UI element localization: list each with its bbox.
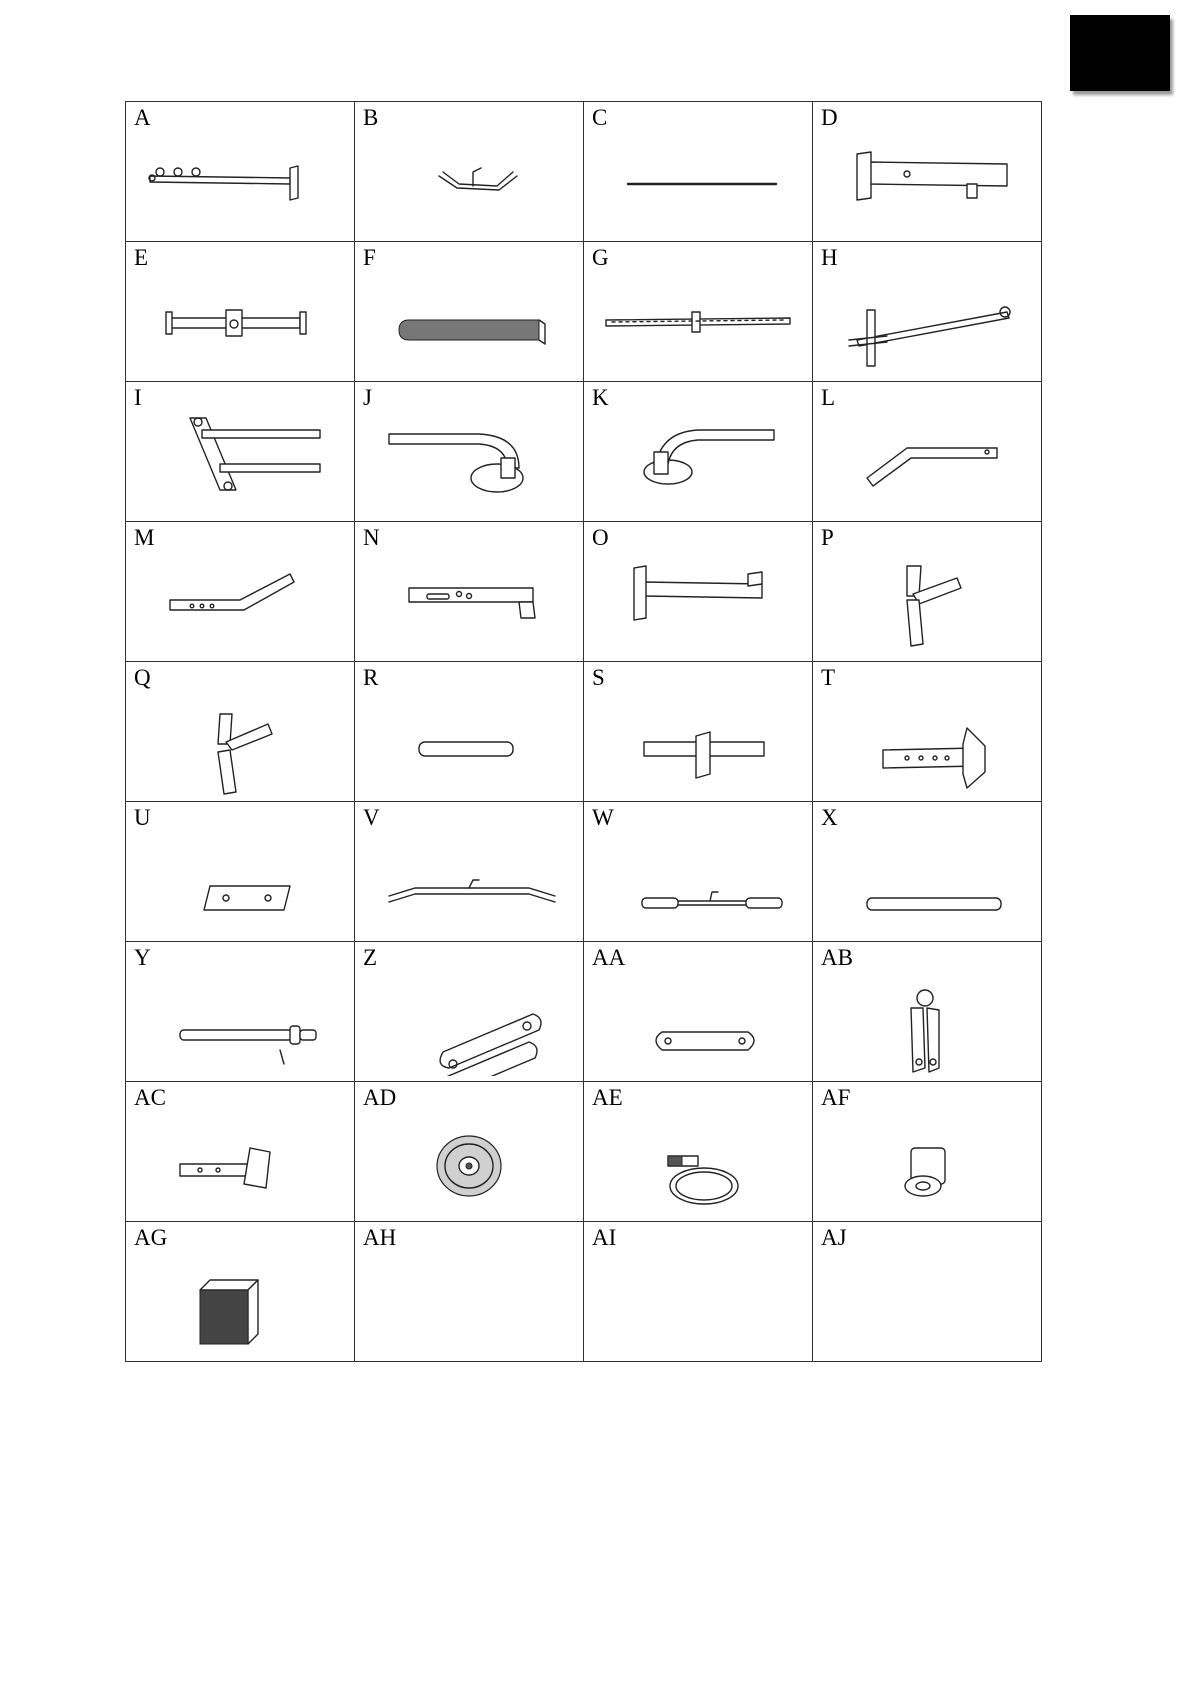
parts-row xyxy=(126,242,1042,382)
part-cell xyxy=(126,942,355,1082)
y-handle-mirrored-icon xyxy=(140,688,340,796)
tube-with-end-plate-icon xyxy=(827,688,1027,796)
part-label: AF xyxy=(821,1085,851,1110)
part-cell xyxy=(584,102,813,242)
part-cell xyxy=(126,662,355,802)
part-cell xyxy=(584,662,813,802)
part-label: W xyxy=(592,805,614,830)
part-cell xyxy=(813,942,1042,1082)
thin-rod-icon xyxy=(598,128,798,236)
part-label: A xyxy=(134,105,151,130)
part-label: E xyxy=(134,245,149,270)
parts-row xyxy=(126,802,1042,942)
part-label: O xyxy=(592,525,609,550)
part-cell xyxy=(355,102,584,242)
part-label: K xyxy=(592,385,609,410)
part-label: J xyxy=(363,385,372,410)
part-cell xyxy=(355,662,584,802)
page-tab-marker xyxy=(1070,15,1170,91)
part-cell xyxy=(126,1222,355,1362)
part-cell xyxy=(126,382,355,522)
double-bar-frame-icon xyxy=(140,408,340,516)
part-label: D xyxy=(821,105,838,130)
part-cell xyxy=(813,662,1042,802)
disc-with-bracket-icon xyxy=(598,1108,798,1216)
foam-pad-block-icon xyxy=(140,1248,340,1356)
part-label: AI xyxy=(592,1225,617,1250)
bushing-icon xyxy=(827,1108,1027,1216)
parts-row xyxy=(126,522,1042,662)
part-cell xyxy=(126,1082,355,1222)
mount-bracket-tube-icon xyxy=(827,128,1027,236)
mesh-cover-icon xyxy=(369,268,569,376)
part-cell xyxy=(355,802,584,942)
part-label: S xyxy=(592,665,605,690)
parts-row xyxy=(126,1222,1042,1362)
part-label: R xyxy=(363,665,379,690)
part-label: AC xyxy=(134,1085,166,1110)
bent-tube-holes-icon xyxy=(140,548,340,656)
part-cell xyxy=(584,1082,813,1222)
part-label: AA xyxy=(592,945,626,970)
part-label: Y xyxy=(134,945,151,970)
part-cell xyxy=(355,242,584,382)
lat-bar-icon xyxy=(369,828,569,936)
connector-plate-icon xyxy=(598,968,798,1076)
flat-plate-icon xyxy=(140,828,340,936)
part-label: AG xyxy=(134,1225,168,1250)
curved-handle-bar-icon xyxy=(369,128,569,236)
part-cell xyxy=(813,522,1042,662)
part-label: M xyxy=(134,525,155,550)
part-cell xyxy=(584,382,813,522)
short-round-tube-icon xyxy=(369,688,569,796)
part-label: AD xyxy=(363,1085,397,1110)
part-cell xyxy=(126,102,355,242)
part-cell xyxy=(126,522,355,662)
angled-frame-tube-icon xyxy=(827,268,1027,376)
parts-row xyxy=(126,382,1042,522)
part-label: AE xyxy=(592,1085,623,1110)
long-frame-tube-icon xyxy=(140,128,340,236)
part-label: AH xyxy=(363,1225,397,1250)
part-cell xyxy=(813,1082,1042,1222)
part-cell xyxy=(584,802,813,942)
part-label: I xyxy=(134,385,142,410)
part-cell xyxy=(584,522,813,662)
part-cell xyxy=(126,242,355,382)
cross-tube-with-sleeve-icon xyxy=(140,268,340,376)
straight-bar-grips-icon xyxy=(598,828,798,936)
slotted-tube-bracket-icon xyxy=(369,548,569,656)
part-label: C xyxy=(592,105,608,130)
pulley-wheel-icon xyxy=(369,1108,569,1216)
part-cell xyxy=(813,242,1042,382)
part-cell xyxy=(584,242,813,382)
part-cell xyxy=(355,522,584,662)
part-label: L xyxy=(821,385,836,410)
part-cell xyxy=(584,942,813,1082)
weight-pin-rod-icon xyxy=(140,968,340,1076)
tube-with-plates-icon xyxy=(598,548,798,656)
part-label: P xyxy=(821,525,834,550)
y-handle-icon xyxy=(827,548,1027,656)
parts-row xyxy=(126,942,1042,1082)
pulley-fork-bracket-icon xyxy=(827,968,1027,1076)
long-guide-rail-icon xyxy=(598,268,798,376)
part-label: Z xyxy=(363,945,378,970)
part-label: AB xyxy=(821,945,853,970)
part-label: B xyxy=(363,105,379,130)
part-cell xyxy=(126,802,355,942)
part-label: X xyxy=(821,805,838,830)
part-cell xyxy=(355,942,584,1082)
part-label: AJ xyxy=(821,1225,847,1250)
long-round-tube-icon xyxy=(827,828,1027,936)
part-cell xyxy=(355,1082,584,1222)
tube-with-center-plate-icon xyxy=(598,688,798,796)
parts-table xyxy=(125,101,1042,1362)
part-cell xyxy=(813,802,1042,942)
part-cell xyxy=(355,382,584,522)
bent-square-tube-icon xyxy=(827,408,1027,516)
part-cell xyxy=(584,1222,813,1362)
curved-arm-with-clamp-icon xyxy=(369,408,569,516)
part-cell xyxy=(355,1222,584,1362)
part-label: T xyxy=(821,665,836,690)
parts-row xyxy=(126,102,1042,242)
parts-row xyxy=(126,1082,1042,1222)
part-label: U xyxy=(134,805,151,830)
curved-arm-left-icon xyxy=(598,408,798,516)
part-label: Q xyxy=(134,665,151,690)
angled-plate-tube-icon xyxy=(140,1108,340,1216)
part-label: N xyxy=(363,525,380,550)
parts-row xyxy=(126,662,1042,802)
part-label: V xyxy=(363,805,380,830)
part-label: G xyxy=(592,245,609,270)
part-cell xyxy=(813,382,1042,522)
part-label: F xyxy=(363,245,376,270)
part-label: H xyxy=(821,245,838,270)
part-cell xyxy=(813,102,1042,242)
double-pulley-bracket-icon xyxy=(369,968,569,1076)
part-cell xyxy=(813,1222,1042,1362)
